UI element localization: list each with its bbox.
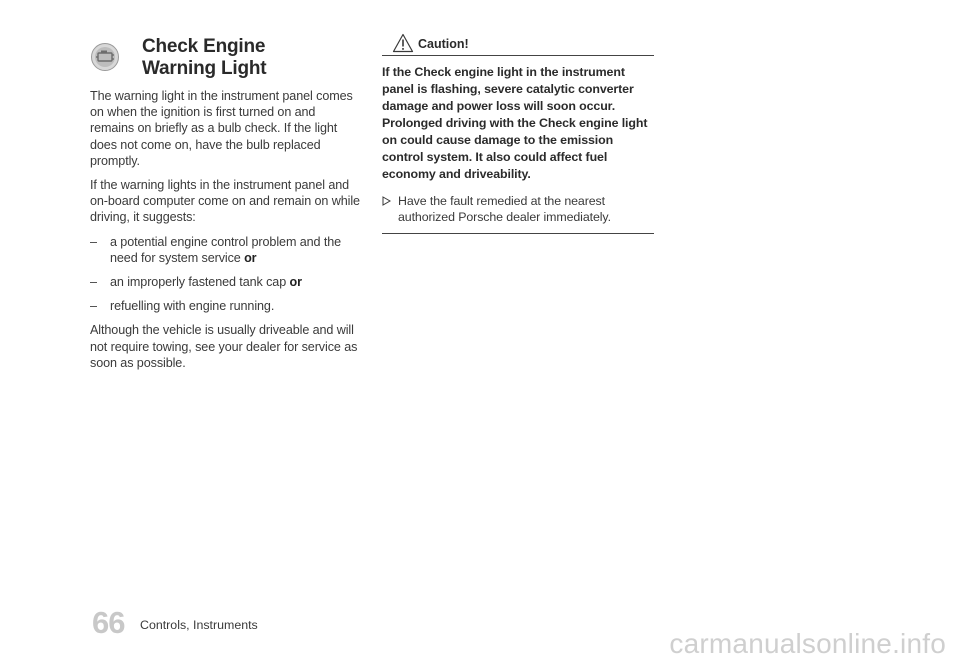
- list-item: [90, 274, 360, 290]
- list-item-emphasis: or: [289, 275, 302, 290]
- caution-header: [382, 33, 654, 56]
- page-title: [142, 36, 266, 80]
- dash-bullet: –: [90, 299, 97, 314]
- list-item-text: a potential engine control problem and the need for system service: [110, 234, 342, 265]
- action-text: Have the fault remedied at the nearest authorized Porsche dealer immediately.: [398, 194, 611, 224]
- caution-box: [382, 33, 654, 234]
- caution-text: If the Check engine light in the instrument panel is flashing, severe catalytic converter damage and power loss will soon occur. Prolonged driving with the Check engine light on could cause damage to the emission control system. It also could affect fuel economy and driveability.: [382, 65, 648, 181]
- list-item-emphasis: or: [244, 250, 257, 265]
- footer-section-name: Controls, Instruments: [140, 618, 258, 632]
- list-item: [90, 298, 360, 314]
- list-item: [90, 234, 360, 266]
- title-line-2: Warning Light: [142, 58, 267, 79]
- dash-bullet: –: [90, 275, 97, 290]
- causes-list: [90, 234, 360, 315]
- title-line-1: Check Engine: [142, 36, 266, 57]
- service-paragraph: Although the vehicle is usually driveable and will not require towing, see your dealer for service as soon as possible.: [90, 323, 358, 370]
- caution-title: Caution!: [418, 37, 469, 51]
- triangle-bullet-icon: [382, 196, 391, 206]
- bulb-check-paragraph: The warning light in the instrument panel comes on when the ignition is first turned on and remains on briefly as a bulb check. If the light does not come on, have the bulb replaced promptly.: [90, 89, 353, 168]
- dash-bullet: –: [90, 234, 97, 249]
- watermark: carmanualsonline.info: [669, 628, 946, 659]
- page-number: 66: [92, 605, 125, 640]
- check-engine-section: [90, 36, 360, 379]
- check-engine-icon: [90, 42, 120, 72]
- list-item-text: an improperly fastened tank cap: [110, 275, 290, 290]
- warning-paragraph: If the warning lights in the instrument panel and on-board computer come on and remain on while driving, it suggests:: [90, 178, 360, 225]
- section-heading: [90, 36, 360, 88]
- warning-triangle-icon: [392, 33, 414, 53]
- list-item-text: refuelling with engine running.: [110, 299, 275, 314]
- action-instruction: [382, 193, 654, 234]
